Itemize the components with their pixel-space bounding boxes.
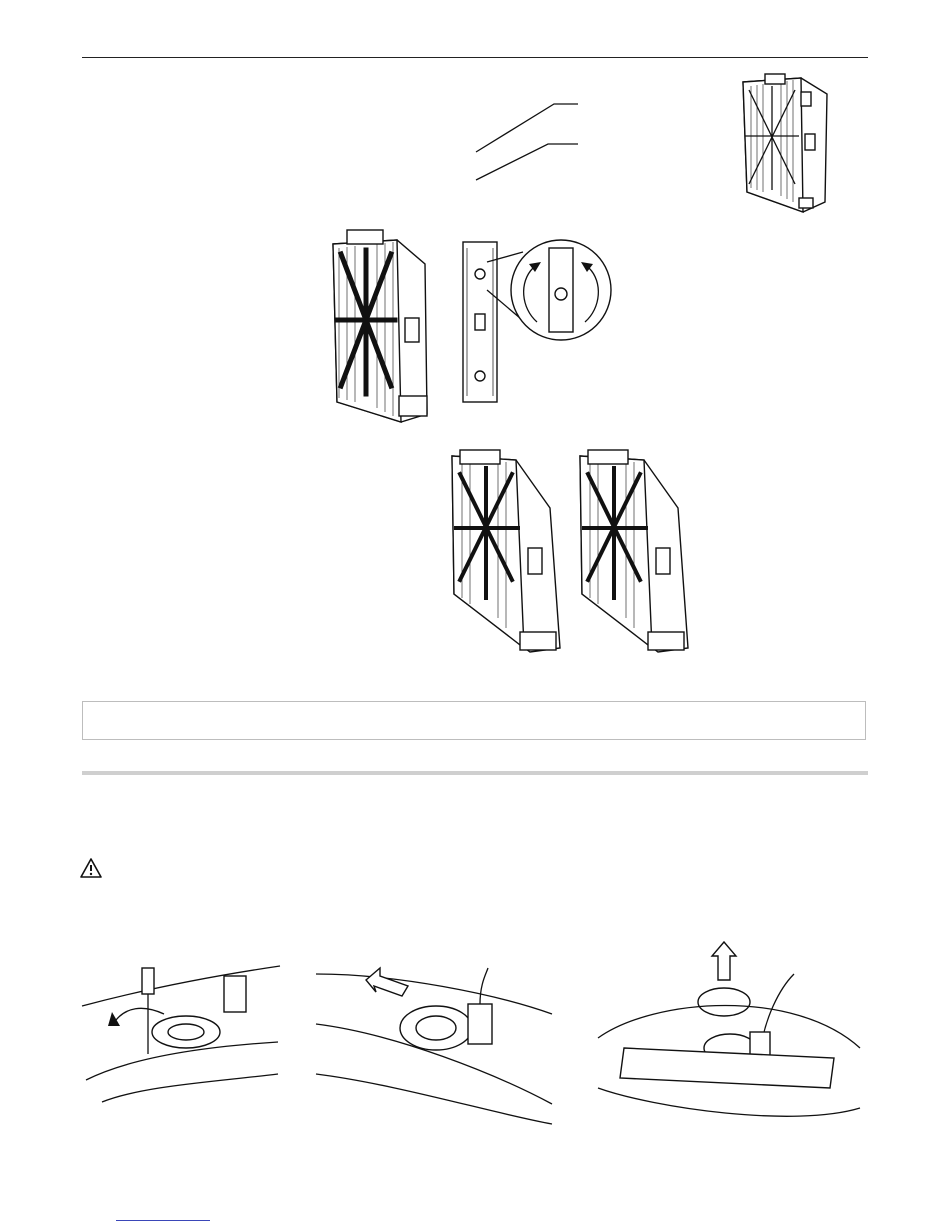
section-divider: [82, 771, 868, 775]
filter-clip-detail-figure: [455, 232, 620, 412]
filter-cartridge-pair-figure: [327, 226, 437, 426]
warning-triangle-icon: [79, 857, 103, 879]
header-rule: [82, 57, 868, 58]
impeller-cover-slide-figure: [316, 964, 556, 1124]
callout-leaders: [470, 100, 590, 190]
impeller-cover-screw-figure: [82, 962, 282, 1108]
note-box: [82, 701, 866, 740]
impeller-cover-lift-figure: [594, 938, 864, 1132]
two-filters-figure: [440, 448, 700, 662]
footer-link-line[interactable]: [116, 1220, 210, 1221]
filter-small-figure: [735, 72, 835, 220]
